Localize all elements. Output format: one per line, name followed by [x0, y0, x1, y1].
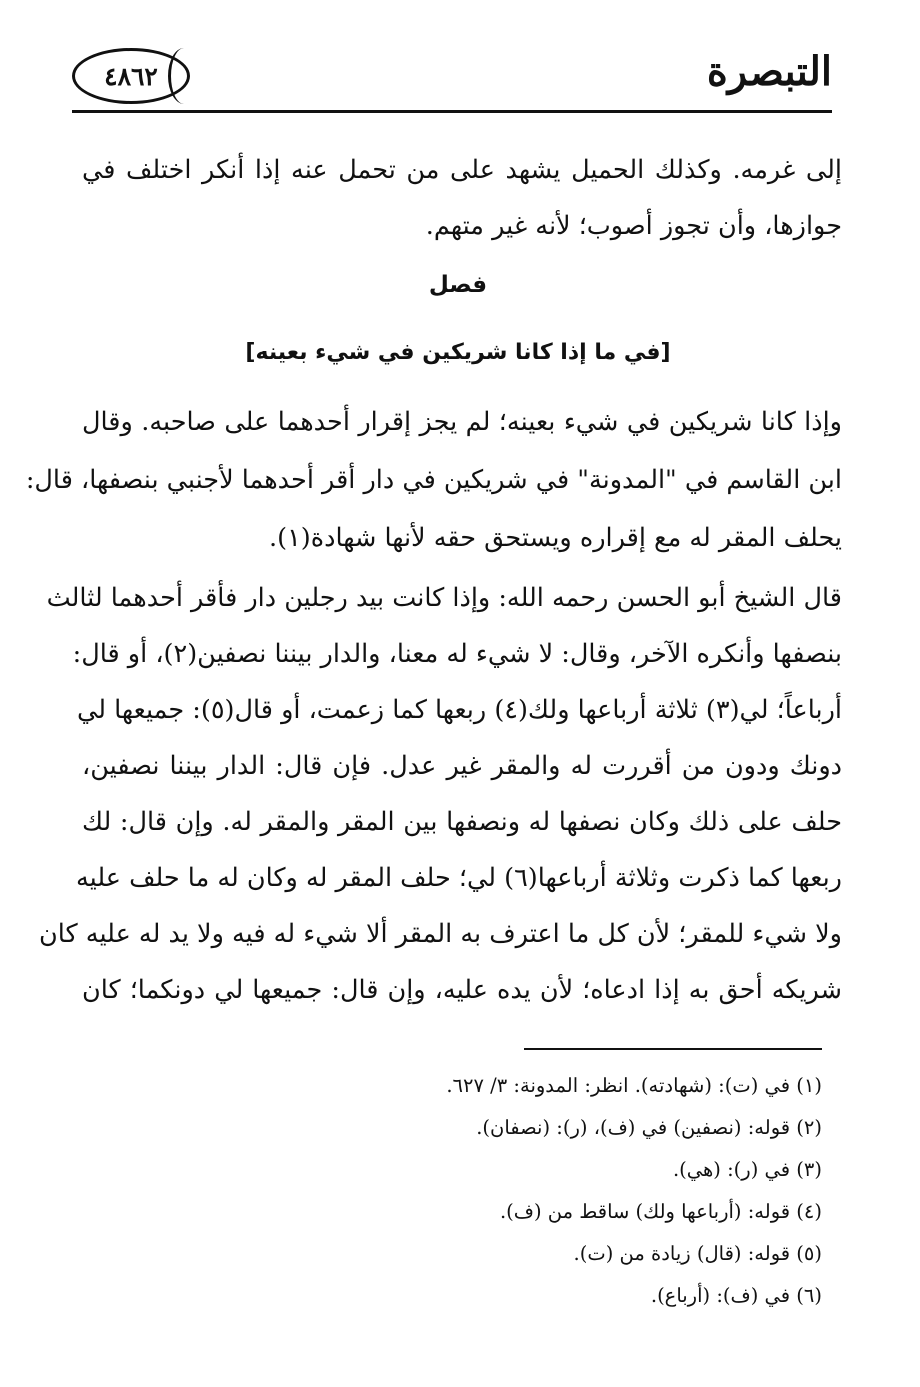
body-line: إلى غرمه. وكذلك الحميل يشهد على من تحمل عنه إذا أنكر اختلف في: [82, 155, 842, 185]
body-line: ولا شيء للمقر؛ لأن كل ما اعترف به المقر ألا شيء له فيه ولا يد له عليه كان: [39, 919, 842, 949]
body-line: ابن القاسم في "المدونة" في شريكين في دار أقر أحدهما لأجنبي بنصفها، قال:: [25, 465, 842, 495]
footnote: (١) في (ت): (شهادته). انظر: المدونة: ٣/ ٦٢٧.: [446, 1074, 822, 1097]
section-title: [في ما إذا كانا شريكين في شيء بعينه]: [245, 340, 671, 365]
body-line: بنصفها وأنكره الآخر، وقال: لا شيء له معنا، والدار بيننا نصفين(٢)، أو قال:: [72, 639, 842, 669]
page-number: ٤٨٦٢: [104, 61, 158, 91]
body-line: وإذا كانا شريكين في شيء بعينه؛ لم يجز إقرار أحدهما على صاحبه. وقال: [82, 407, 842, 437]
footnote: (٢) قوله: (نصفين) في (ف)، (ر): (نصفان).: [476, 1116, 822, 1139]
body-line: أرباعاً؛ لي(٣) ثلاثة أرباعها ولك(٤) ربعها كما زعمت، أو قال(٥): جميعها لي: [77, 695, 842, 725]
footnote: (٥) قوله: (قال) زيادة من (ت).: [573, 1242, 822, 1265]
body-line: دونك ودون من أقررت له والمقر غير عدل. فإن قال: الدار بيننا نصفين،: [82, 751, 842, 781]
book-title: التبصرة: [706, 48, 832, 95]
header-rule: [72, 110, 832, 113]
page-header: [72, 44, 832, 110]
body-line: حلف على ذلك وكان نصفها له ونصفها بين المقر والمقر له. وإن قال: لك: [82, 807, 842, 837]
page-number-badge-ornament: [168, 48, 200, 104]
footnote: (٣) في (ر): (هي).: [672, 1158, 822, 1181]
footnote: (٦) في (ف): (أرباع).: [650, 1284, 822, 1307]
section-label: فصل: [428, 272, 488, 298]
body-line: ربعها كما ذكرت وثلاثة أرباعها(٦) لي؛ حلف المقر له وكان له ما حلف عليه: [75, 863, 842, 893]
footnote: (٤) قوله: (أرباعها ولك) ساقط من (ف).: [499, 1200, 822, 1223]
body-line: شريكه أحق به إذا ادعاه؛ لأن يده عليه، وإن قال: جميعها لي دونكما؛ كان: [82, 975, 842, 1005]
body-line: يحلف المقر له مع إقراره ويستحق حقه لأنها شهادة(١).: [269, 523, 842, 553]
body-line: قال الشيخ أبو الحسن رحمه الله: وإذا كانت بيد رجلين دار فأقر أحدهما لثالث: [46, 583, 842, 613]
body-line: جوازها، وأن تجوز أصوب؛ لأنه غير متهم.: [425, 211, 842, 241]
footnote-separator: [524, 1048, 822, 1050]
